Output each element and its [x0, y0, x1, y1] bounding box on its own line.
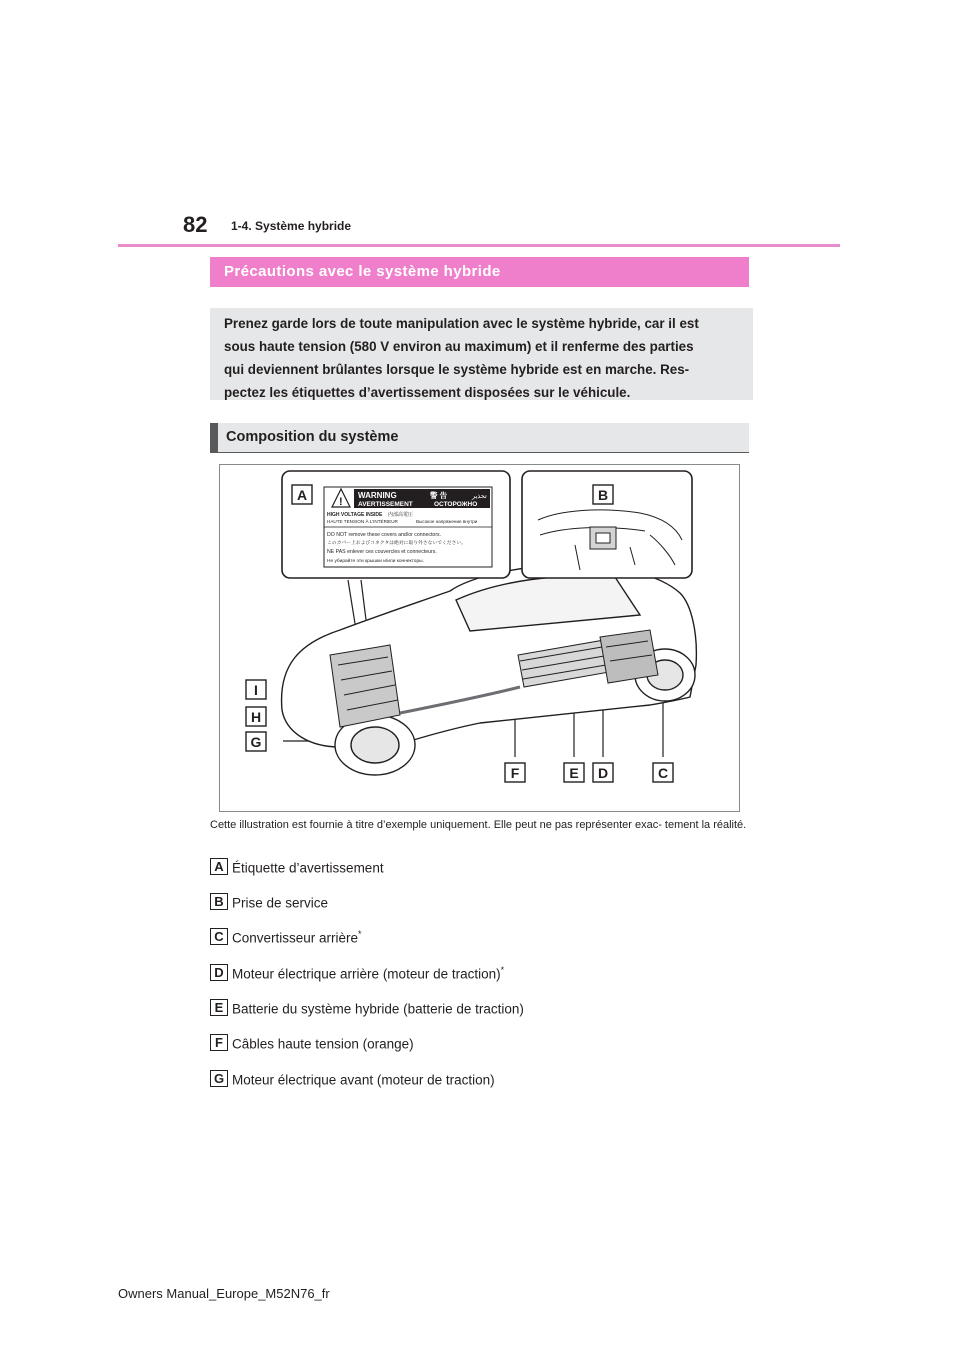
callout-i: [246, 680, 266, 699]
car-diagram: [220, 465, 741, 813]
legend-key: D: [210, 964, 228, 981]
subsection-heading: Composition du système: [210, 423, 749, 453]
legend-text: [232, 965, 504, 982]
document-footer: Owners Manual_Europe_M52N76_fr: [118, 1286, 330, 1301]
label-ne-pas: NE PAS enlever ces couvercles et connecteurs.: [327, 549, 437, 555]
legend-text: [232, 859, 384, 876]
label-jp-do-not: このカバー上およびコネクタは絶対に取り外さないでください。: [327, 541, 467, 546]
label-kanji: 警 告: [430, 491, 448, 500]
legend-key: A: [210, 858, 228, 875]
svg-text:H: H: [250, 709, 262, 725]
label-ru-do-not: Не убирайте эти крышки и/или коннекторы.: [327, 559, 424, 564]
heading-underline: [210, 452, 749, 453]
label-warning: WARNING: [358, 491, 397, 500]
callout-b: [593, 485, 613, 504]
legend-key: B: [210, 893, 228, 910]
label-arabic: تحذير: [472, 493, 487, 500]
legend-text: [232, 1000, 524, 1017]
svg-text:C: C: [657, 765, 669, 781]
label-do-not: DO NOT remove these covers and/or connectors.: [327, 532, 442, 538]
svg-text:A: A: [296, 487, 308, 503]
legend-label: Câbles haute tension (orange): [232, 1036, 414, 1052]
legend-label: Convertisseur arrière: [232, 930, 359, 946]
system-illustration: [219, 464, 740, 812]
legend-text: [232, 1035, 414, 1052]
section-breadcrumb: 1-4. Système hybride: [231, 219, 352, 233]
label-haute-tension: HAUTE TENSION À L’INTÉRIEUR: [327, 519, 398, 524]
footnote-marker: *: [358, 929, 362, 939]
legend-key: G: [210, 1070, 228, 1087]
svg-text:F: F: [510, 765, 520, 781]
label-ru-high-voltage: Высокое напряжение внутри: [416, 519, 478, 524]
figure-caption: Cette illustration est fournie à titre d’exemple uniquement. Elle peut ne pas représenter exac- tement la réalité.: [210, 819, 747, 831]
intro-warning-box: [210, 308, 753, 400]
label-ostorozhno: ОСТОРОЖНО: [434, 501, 478, 508]
callout-h: [246, 707, 266, 726]
legend-text: [232, 1071, 495, 1088]
footnote-marker: *: [500, 965, 505, 975]
svg-text:D: D: [597, 765, 609, 781]
callout-a: [292, 485, 312, 504]
legend-key: E: [210, 999, 228, 1016]
legend-label: Étiquette d’avertissement: [232, 860, 384, 876]
legend-label: Moteur électrique arrière (moteur de traction): [232, 966, 501, 982]
label-jp-high-voltage: 内部高電圧: [388, 512, 414, 518]
intro-line: pectez les étiquettes d’avertissement disposées sur le véhicule.: [224, 385, 631, 400]
svg-text:B: B: [597, 487, 609, 503]
callout-c: [653, 763, 673, 782]
intro-line: sous haute tension (580 V environ au maximum) et il renferme des parties: [224, 339, 694, 354]
callout-d: [593, 763, 613, 782]
legend-key: C: [210, 928, 228, 945]
callout-g: [246, 732, 266, 751]
legend-label: Moteur électrique avant (moteur de traction): [232, 1072, 495, 1088]
svg-text:E: E: [569, 765, 579, 781]
page-number: 82: [183, 212, 208, 237]
header-divider: [118, 244, 840, 247]
label-avertissement: AVERTISSEMENT: [358, 501, 413, 508]
section-banner: Précautions avec le système hybride: [210, 257, 749, 287]
svg-text:I: I: [254, 682, 258, 698]
callout-e: [564, 763, 584, 782]
legend-label: Prise de service: [232, 895, 329, 911]
legend-text: [232, 929, 362, 946]
intro-line: Prenez garde lors de toute manipulation avec le système hybride, car il est: [224, 316, 699, 331]
exclamation-mark: !: [339, 496, 343, 508]
label-high-voltage: HIGH VOLTAGE INSIDE: [327, 512, 383, 518]
callout-f: [505, 763, 525, 782]
legend-label: Batterie du système hybride (batterie de traction): [232, 1001, 524, 1017]
svg-text:G: G: [250, 734, 262, 750]
legend-key: F: [210, 1034, 228, 1051]
intro-line: qui deviennent brûlantes lorsque le système hybride est en marche. Res-: [224, 362, 690, 377]
legend-text: [232, 894, 328, 911]
